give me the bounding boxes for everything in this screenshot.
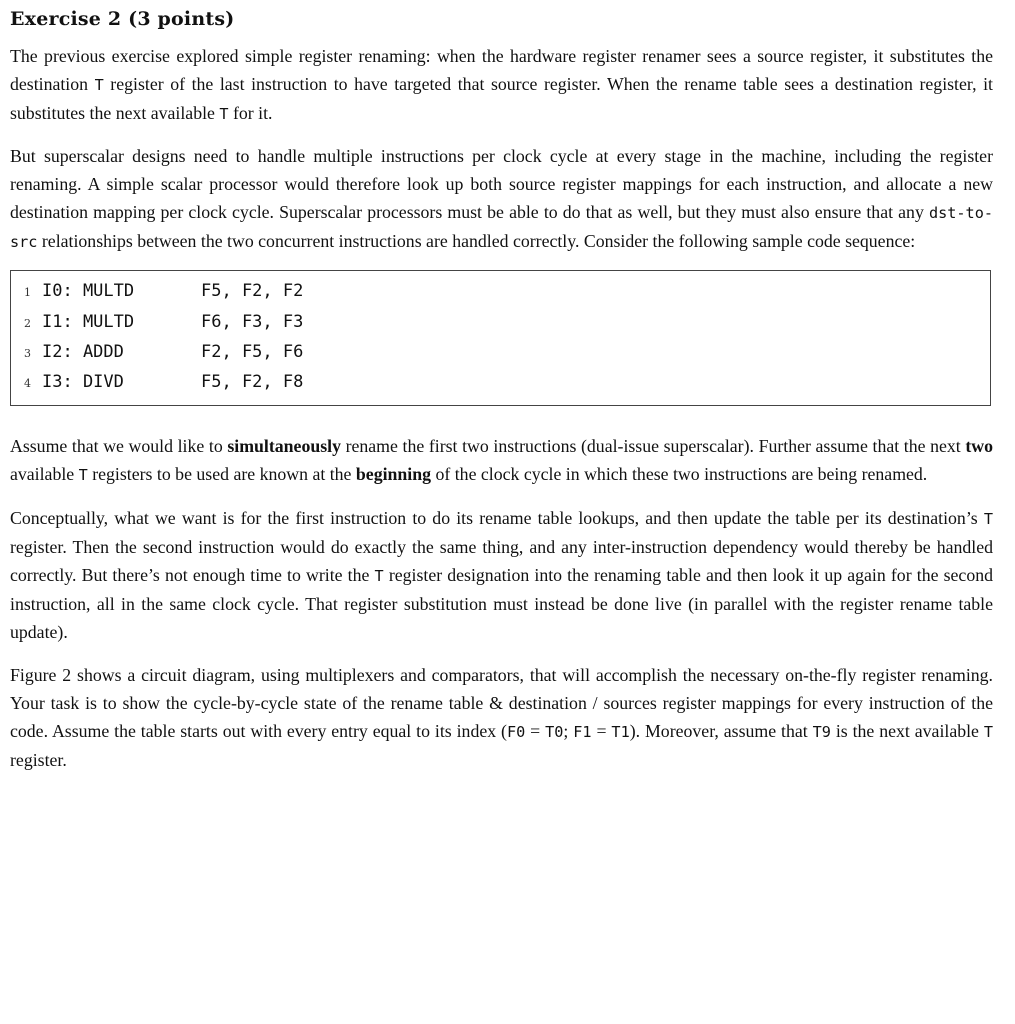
inline-code: T [983, 509, 993, 528]
inline-code: T1 [611, 723, 630, 742]
line-number: 2 [24, 316, 31, 330]
line-number: 4 [24, 377, 31, 391]
code-operands: F5, F2, F2 [201, 281, 304, 302]
code-line [11, 368, 990, 398]
code-operands: F2, F5, F6 [201, 341, 304, 362]
code-operands: F5, F2, F8 [201, 372, 304, 393]
conceptual-paragraph: Conceptually, what we want is for the first instruction to do its rename table lookups, and then update the table per its destination’s T register. Then the second instruction would do exactly the same thing, and any inter-instruction dependency would thereby be handled correctly. But there’s not enough time to write the T register designation into the renaming table and then look it up again for the second instruction, all in the same clock cycle. That register substitution must instead be done live (in parallel with the register rename table update). [10, 507, 993, 643]
line-number: 1 [24, 286, 31, 300]
code-line [11, 277, 990, 307]
line-number: 3 [24, 346, 31, 360]
inline-code: T [983, 723, 994, 742]
inline-code: dst-to-src [10, 204, 993, 252]
inline-code: T [94, 76, 104, 95]
assumption-paragraph: Assume that we would like to simultaneously rename the first two instructions (dual-issue superscalar). Further assume that the next two available T registers to be used are known at the beginning of the clock cycle in which these two instructions are being renamed. [10, 436, 994, 485]
inline-code: T9 [812, 723, 831, 742]
inline-code: T0 [545, 723, 564, 742]
inline-code: T [374, 567, 384, 586]
inline-code: F1 [573, 723, 592, 742]
intro-paragraph: The previous exercise explored simple register renaming: when the hardware register renamer sees a source register, it substitutes the destination T register of the last instruction to have targeted that source register. When the rename table sees a destination register, it substitutes the next available T for it. [10, 46, 993, 124]
code-instruction: I0: MULTD [42, 281, 135, 302]
code-listing [10, 270, 991, 406]
code-operands: F6, F3, F3 [201, 311, 304, 332]
exercise-title: Exercise 2 (3 points) [10, 8, 235, 30]
code-instruction: I1: MULTD [42, 311, 135, 332]
code-line [11, 338, 990, 368]
code-instruction: I3: DIVD [42, 372, 124, 393]
superscalar-paragraph: But superscalar designs need to handle multiple instructions per clock cycle at every stage in the machine, including the register renaming. A simple scalar processor would therefore look up both source register mappings for each instruction, and allocate a new destination mapping per clock cycle. Superscalar processors must be able to do that as well, but they must also ensure that any dst-to-src relationships between the two concurrent instructions are handled correctly. Consider the following sample code sequence: [10, 145, 993, 252]
task-paragraph: Figure 2 shows a circuit diagram, using multiplexers and comparators, that will accomplish the necessary on-the-fly register renaming. Your task is to show the cycle-by-cycle state of the rename table & destination / sources register mappings for every instruction of the code. Assume the table starts out with every entry equal to its index (F0 = T0; F1 = T1). Moreover, assume that T9 is the next available T register. [10, 664, 994, 771]
inline-code: F0 [506, 723, 526, 742]
code-line [11, 308, 990, 338]
code-instruction: I2: ADDD [42, 341, 124, 362]
inline-code: T [219, 105, 229, 124]
inline-code: T [78, 466, 88, 485]
